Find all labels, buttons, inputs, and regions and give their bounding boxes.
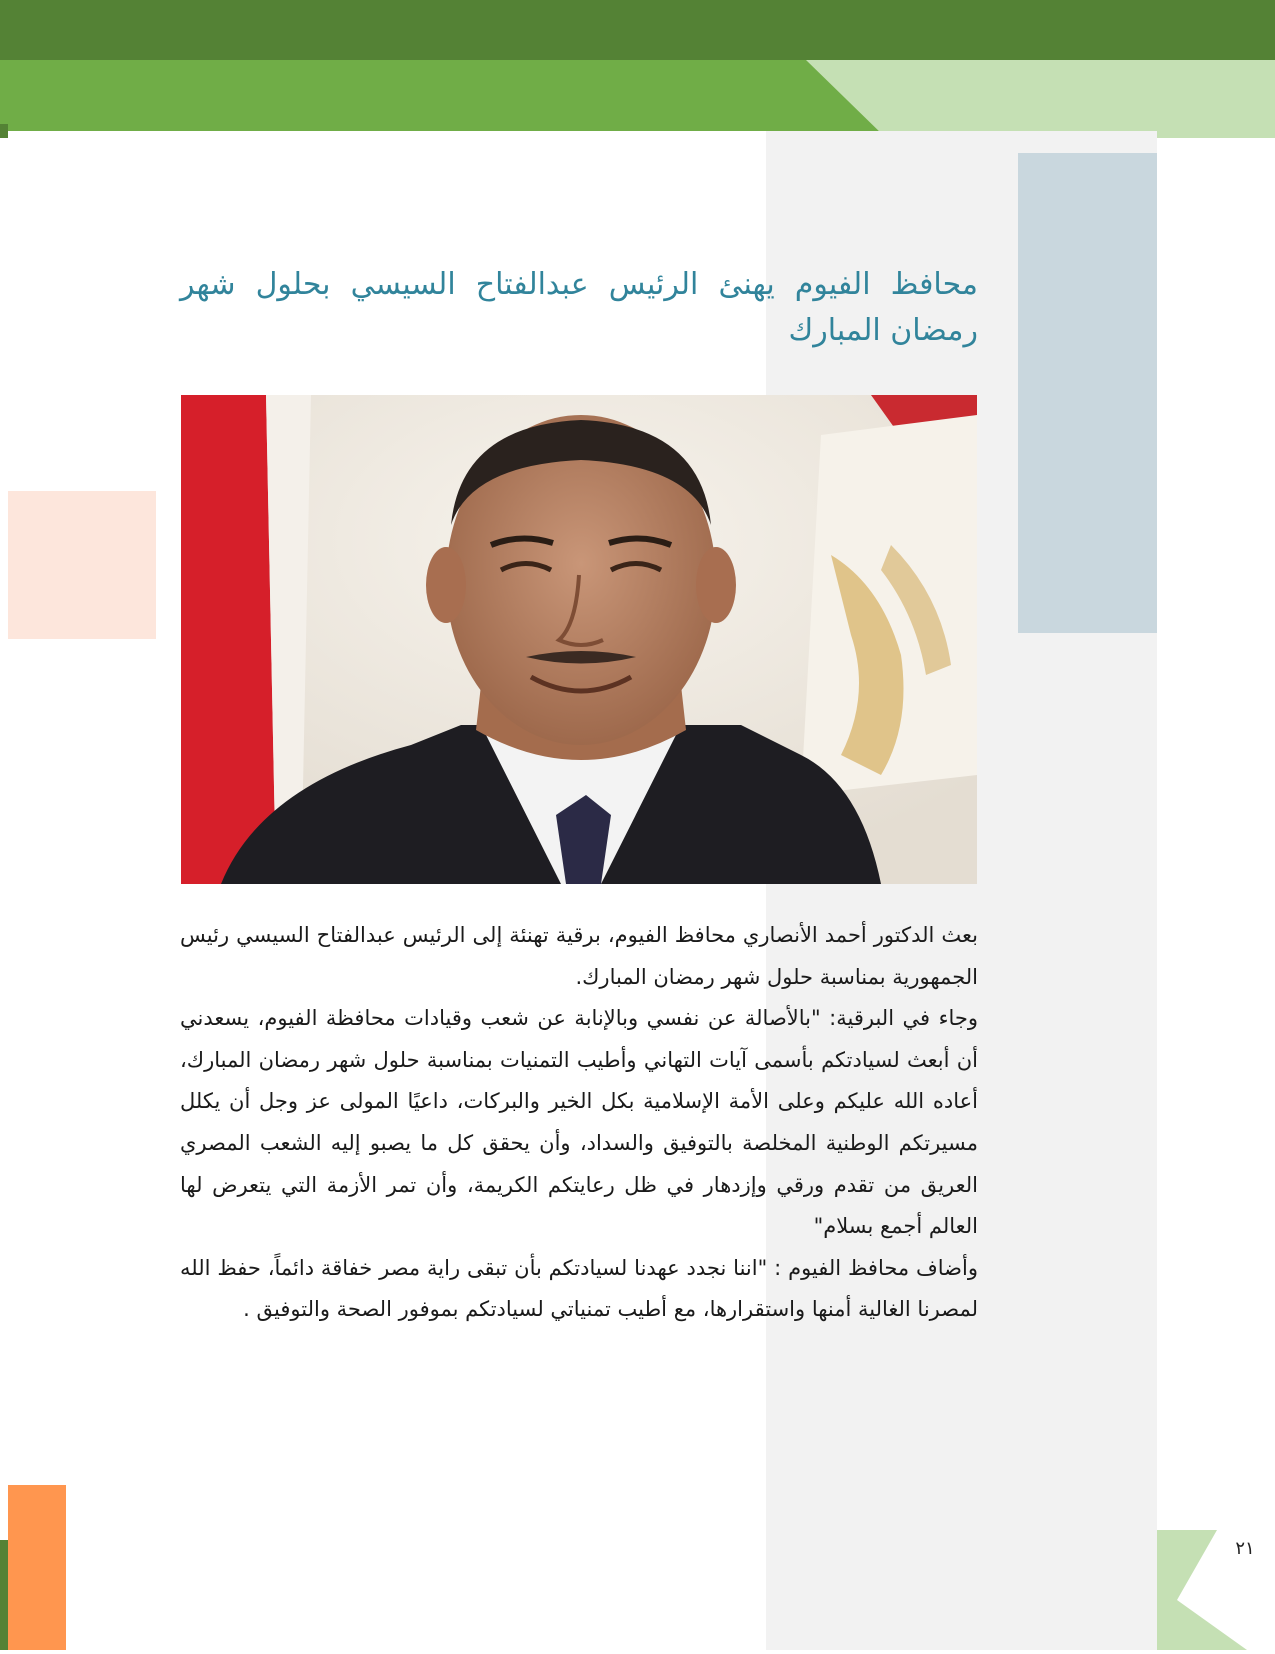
article-paragraph: وجاء في البرقية: "بالأصالة عن نفسي وبالإنابة عن شعب وقيادات محافظة الفيوم، يسعدني أن أبعث لسيادتكم بأسمى آيات التهاني وأطيب التمنيات بمناسبة حلول شهر رمضان المبارك، أعاده الله عليكم وعلى الأمة الإسلامية بكل الخير والبركات، داعيًا المولى عز وجل أن يكلل مسيرتكم الوطنية المخلصة بالتوفيق والسداد، وأن يحقق كل ما يصبو إليه الشعب المصري العريق من تقدم ورقي وإزدهار في ظل رعايتكم الكريمة، وأن تمر الأزمة التي يتعرض لها العالم أجمع بسلام" xyxy=(180,1006,978,1239)
header-band-light xyxy=(0,60,1275,138)
page-number: ٢١ xyxy=(1235,1538,1255,1559)
content-panel xyxy=(8,131,766,1650)
article-paragraph: وأضاف محافظ الفيوم : "اننا نجدد عهدنا لسيادتكم بأن تبقى راية مصر خفاقة دائماً، حفظ الله لمصرنا الغالية أمنها واستقرارها، مع أطيب تمنياتي لسيادتكم بموفور الصحة والتوفيق . xyxy=(180,1255,978,1322)
orange-decorative-block xyxy=(8,1485,66,1650)
article-paragraph: بعث الدكتور أحمد الأنصاري محافظ الفيوم، برقية تهنئة إلى الرئيس عبدالفتاح السيسي رئيس الجمهورية بمناسبة حلول شهر رمضان المبارك. xyxy=(180,923,978,989)
blue-decorative-block xyxy=(1018,153,1157,633)
green-edge-strip xyxy=(0,1540,8,1650)
article-body xyxy=(180,915,978,1331)
peach-decorative-block xyxy=(8,491,156,639)
article-title: محافظ الفيوم يهنئ الرئيس عبدالفتاح السيسي بحلول شهر رمضان المبارك xyxy=(180,267,978,348)
header-band-dark xyxy=(0,0,1275,60)
article-photo xyxy=(181,395,977,884)
